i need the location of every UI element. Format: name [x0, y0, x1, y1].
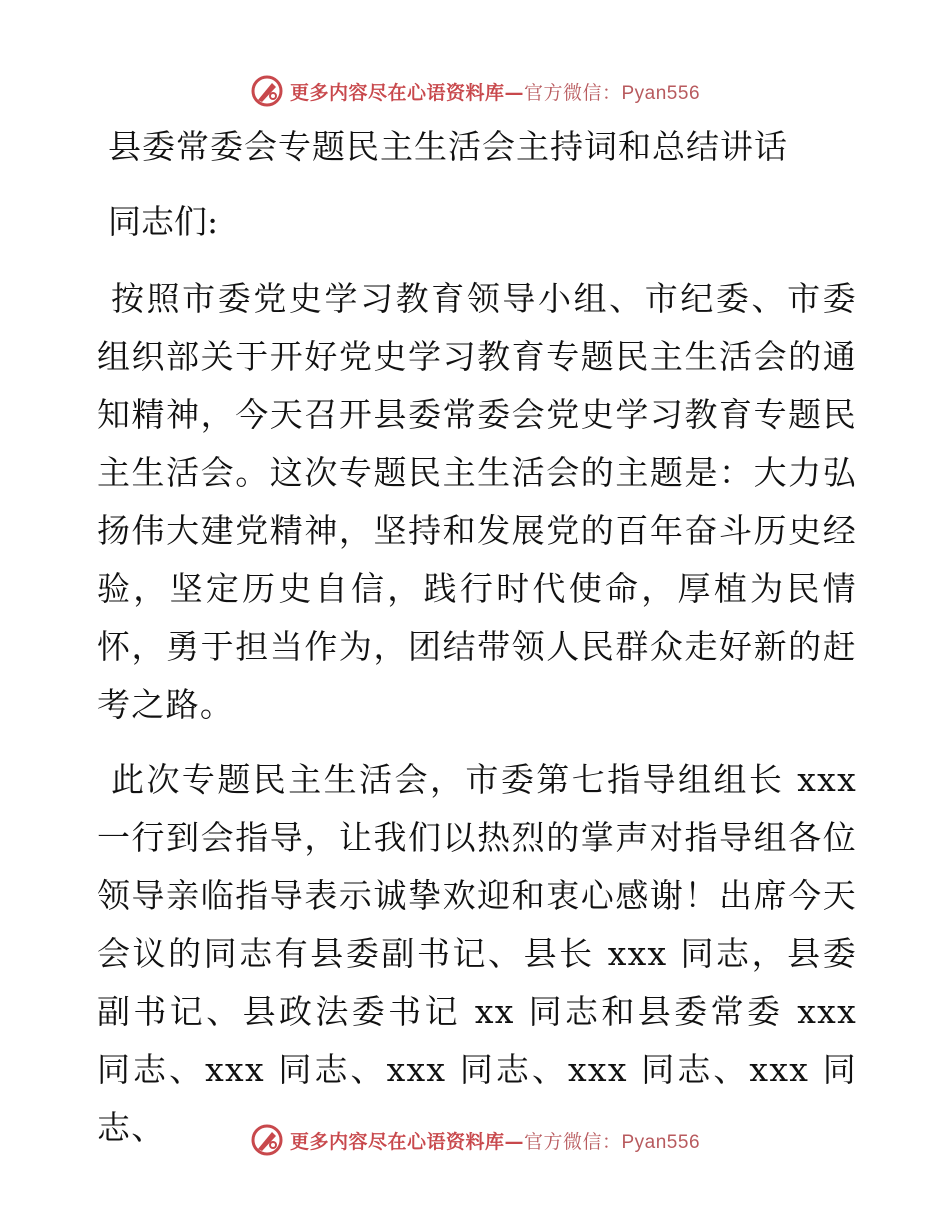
footer-banner	[0, 1120, 950, 1160]
banner-text: 更多内容尽在心语资料库—官方微信：Pyan556	[289, 81, 701, 104]
pen-logo-icon	[250, 1123, 284, 1157]
paragraph-1: 按照市委党史学习教育领导小组、市纪委、市委组织部关于开好党史学习教育专题民主生活会的通知精神，今天召开县委常委会党史学习教育专题民主生活会。这次专题民主生活会的主题是：大力弘扬伟大建党精神，坚持和发展党的百年奋斗历史经验，坚定历史自信，践行时代使命，厚植为民情怀，勇于担当作为，团结带领人民群众走好新的赶考之路。	[97, 279, 857, 724]
pen-logo-icon	[250, 74, 284, 108]
salutation: 同志们:	[108, 202, 219, 241]
paragraph-2: 此次专题民主生活会，市委第七指导组组长 xxx 一行到会指导，让我们以热烈的掌声对指导组各位领导亲临指导表示诚挚欢迎和衷心感谢！出席今天会议的同志有县委副书记、县长 xxx 同志，县委副书记、县政法委书记 xx 同志和县委常委 xxx 同志、xxx 同志、xxx 同志、xxx 同志、xxx 同志、	[97, 760, 857, 1147]
document-title: 县委常委会专题民主生活会主持词和总结讲话	[108, 127, 788, 166]
banner-wechat: 官方微信：Pyan556	[524, 1131, 701, 1153]
banner-text: 更多内容尽在心语资料库—官方微信：Pyan556	[289, 1130, 701, 1153]
header-banner	[0, 71, 950, 111]
banner-wechat: 官方微信：Pyan556	[524, 82, 701, 104]
